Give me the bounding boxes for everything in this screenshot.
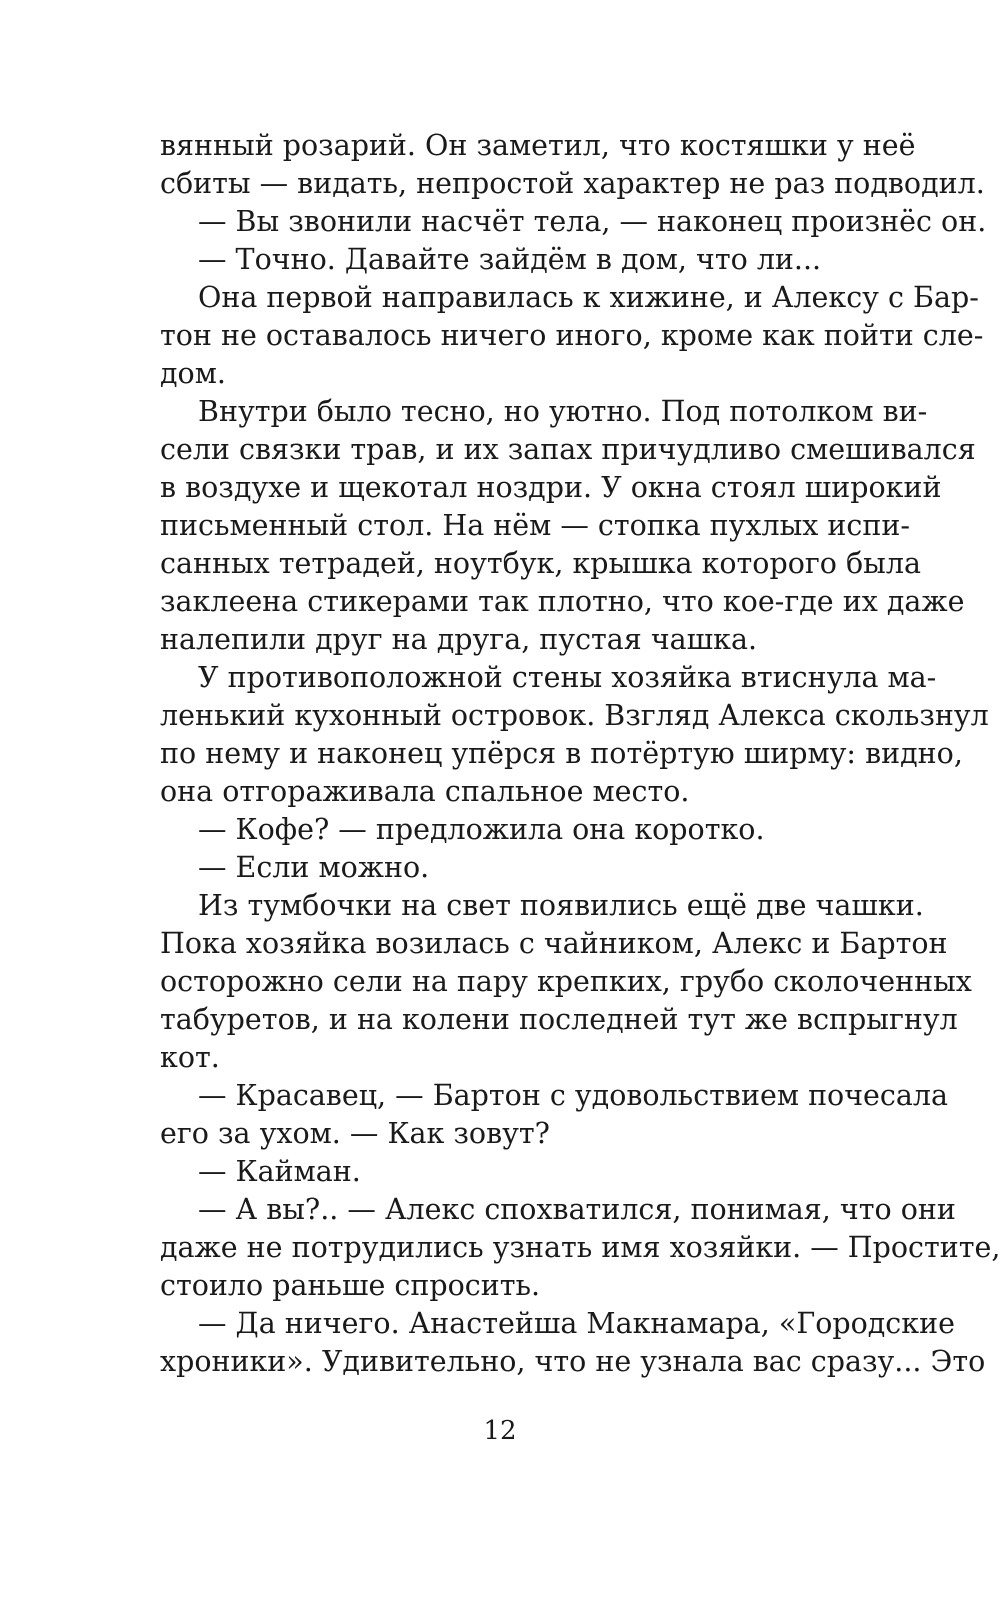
text-line: кот.: [160, 1041, 220, 1074]
text-line: ленький кухонный островок. Взгляд Алекса скользнул: [160, 699, 989, 732]
text-line: хроники». Удивительно, что не узнала вас сразу... Это: [160, 1345, 986, 1378]
text-line: стоило раньше спросить.: [160, 1269, 541, 1302]
text-line: — Красавец, — Бартон с удовольствием почесала: [198, 1079, 948, 1112]
text-line: вянный розарий. Он заметил, что костяшки у неё: [160, 129, 916, 162]
text-line: Она первой направилась к хижине, и Алексу с Бар-: [198, 281, 979, 314]
text-line: — Кофе? — предложила она коротко.: [198, 813, 765, 846]
text-line: Внутри было тесно, но уютно. Под потолком ви-: [198, 395, 928, 428]
text-line: Из тумбочки на свет появились ещё две чашки.: [198, 889, 924, 922]
text-line: — Кайман.: [198, 1155, 361, 1188]
text-line: по нему и наконец упёрся в потёртую ширму: видно,: [160, 737, 963, 770]
text-line: — Вы звонили насчёт тела, — наконец произнёс он.: [198, 205, 987, 238]
text-line: тон не оставалось ничего иного, кроме как пойти сле-: [160, 319, 984, 352]
text-line: табуретов, и на колени последней тут же вспрыгнул: [160, 1003, 958, 1036]
text-line: налепили друг на друга, пустая чашка.: [160, 623, 758, 656]
text-line: она отгораживала спальное место.: [160, 775, 690, 808]
text-line: заклеена стикерами так плотно, что кое-где их даже: [160, 585, 965, 618]
text-line: Пока хозяйка возилась с чайником, Алекс и Бартон: [160, 927, 948, 960]
text-line: санных тетрадей, ноутбук, крышка которого была: [160, 547, 921, 580]
text-line: — Да ничего. Анастейша Макнамара, «Городские: [198, 1307, 955, 1340]
text-line: — Если можно.: [198, 851, 430, 884]
body-text: [160, 127, 1000, 1381]
text-line: его за ухом. — Как зовут?: [160, 1117, 550, 1150]
text-line: письменный стол. На нём — стопка пухлых испи-: [160, 509, 910, 542]
text-line: У противоположной стены хозяйка втиснула ма-: [198, 661, 937, 694]
text-line: в воздухе и щекотал ноздри. У окна стоял широкий: [160, 471, 942, 504]
text-line: сели связки трав, и их запах причудливо смешивался: [160, 433, 976, 466]
text-line: — Точно. Давайте зайдём в дом, что ли...: [198, 243, 822, 276]
page-number: 12: [483, 1416, 517, 1446]
text-line: дом.: [160, 357, 226, 390]
text-line: — А вы?.. — Алекс спохватился, понимая, что они: [198, 1193, 956, 1226]
text-line: даже не потрудились узнать имя хозяйки. — Простите,: [160, 1231, 1000, 1264]
text-line: осторожно сели на пару крепких, грубо сколоченных: [160, 965, 972, 998]
text-line: сбиты — видать, непростой характер не раз подводил.: [160, 167, 985, 200]
